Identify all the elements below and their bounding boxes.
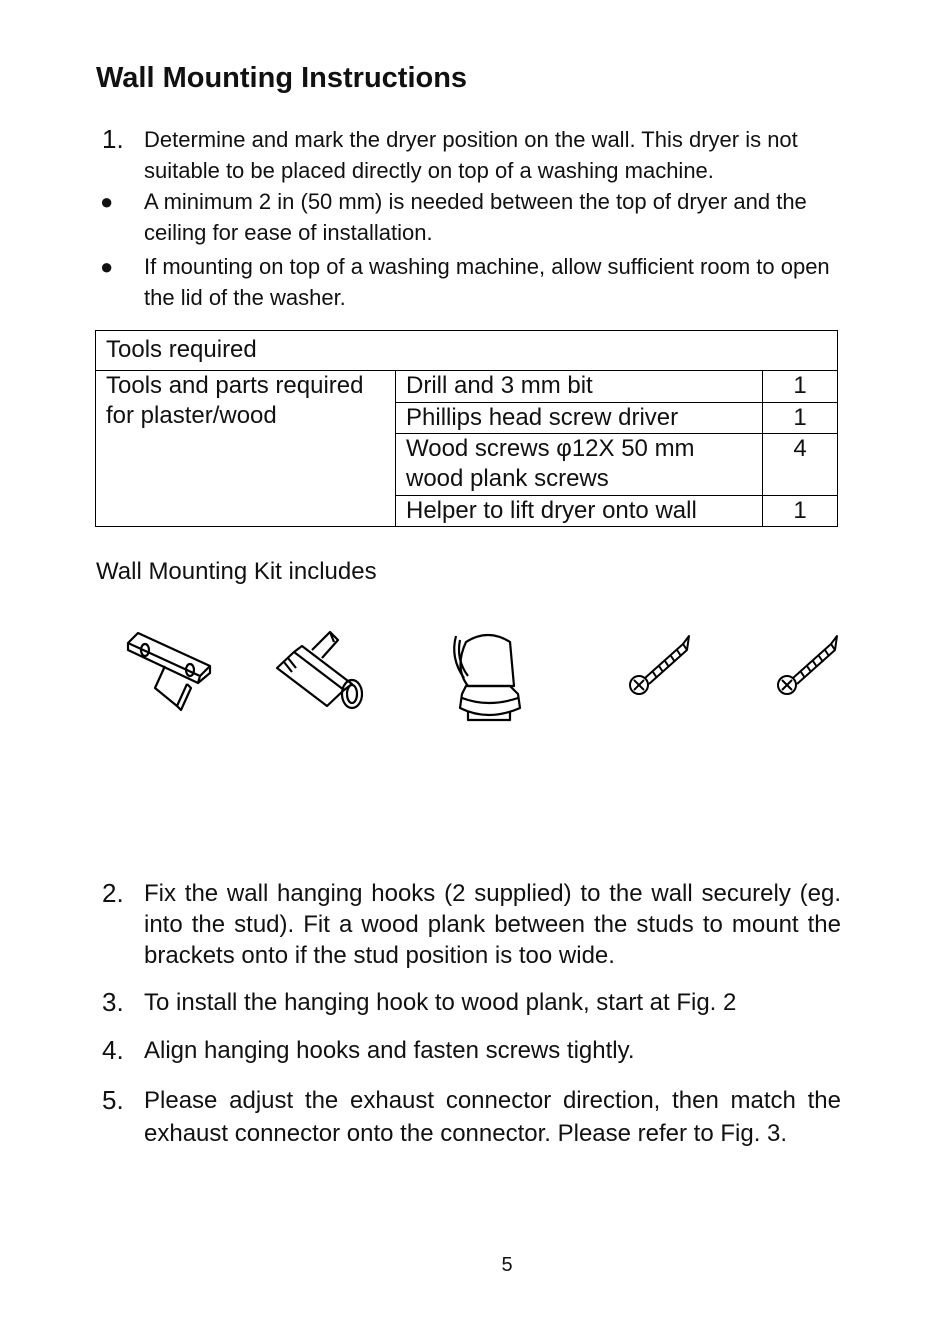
step-text: Fix the wall hanging hooks (2 supplied) to the wall securely (eg. into the stud). Fit a wood plank between the studs to mount the brackets onto if the stud position is too wide. [144,880,841,969]
page-number: 5 [501,1254,513,1276]
step-2 [96,878,841,971]
screw-icon [775,628,839,698]
step-5 [96,1084,841,1150]
bullet-item [96,186,841,248]
tool-qty: 4 [763,434,838,496]
step-number: 4. [102,1035,124,1065]
bullet-icon: ● [100,189,114,214]
step-3 [96,987,841,1018]
page-title: Wall Mounting Instructions [96,62,468,94]
tool-qty: 1 [763,403,838,434]
step-text: Please adjust the exhaust connector direction, then match the exhaust connector onto the connector. Please refer to Fig. 3. [144,1087,841,1147]
kit-title: Wall Mounting Kit includes [96,558,377,585]
step-1 [96,124,841,186]
exhaust-connector-icon [448,628,528,724]
tool-qty: 1 [763,496,838,527]
step-number: 1. [102,124,124,154]
bracket-icon [125,628,215,713]
tools-left-label: Tools and parts required for plaster/wood [96,371,396,527]
tools-table-header: Tools required [96,331,838,371]
step-4 [96,1035,841,1066]
bullet-item [96,251,841,313]
bullet-text: If mounting on top of a washing machine, allow sufficient room to open the lid of the washer. [144,254,830,310]
tool-item: Drill and 3 mm bit [396,371,763,403]
bullet-icon: ● [100,254,114,279]
tool-qty: 1 [763,371,838,403]
tools-table [95,330,838,527]
step-text: To install the hanging hook to wood plank, start at Fig. 2 [144,989,737,1016]
step-text: Align hanging hooks and fasten screws tightly. [144,1037,635,1064]
screw-icon [627,628,691,698]
step-number: 2. [102,878,124,908]
hanging-hook-icon [272,628,368,712]
step-text: Determine and mark the dryer position on the wall. This dryer is not suitable to be placed directly on top of a washing machine. [144,127,798,183]
bullet-text: A minimum 2 in (50 mm) is needed between the top of dryer and the ceiling for ease of installation. [144,189,807,245]
step-number: 5. [102,1085,124,1115]
tool-item: Helper to lift dryer onto wall [396,496,763,527]
tool-item: Wood screws φ12X 50 mm wood plank screws [396,434,763,496]
step-number: 3. [102,987,124,1017]
tool-item: Phillips head screw driver [396,403,763,434]
